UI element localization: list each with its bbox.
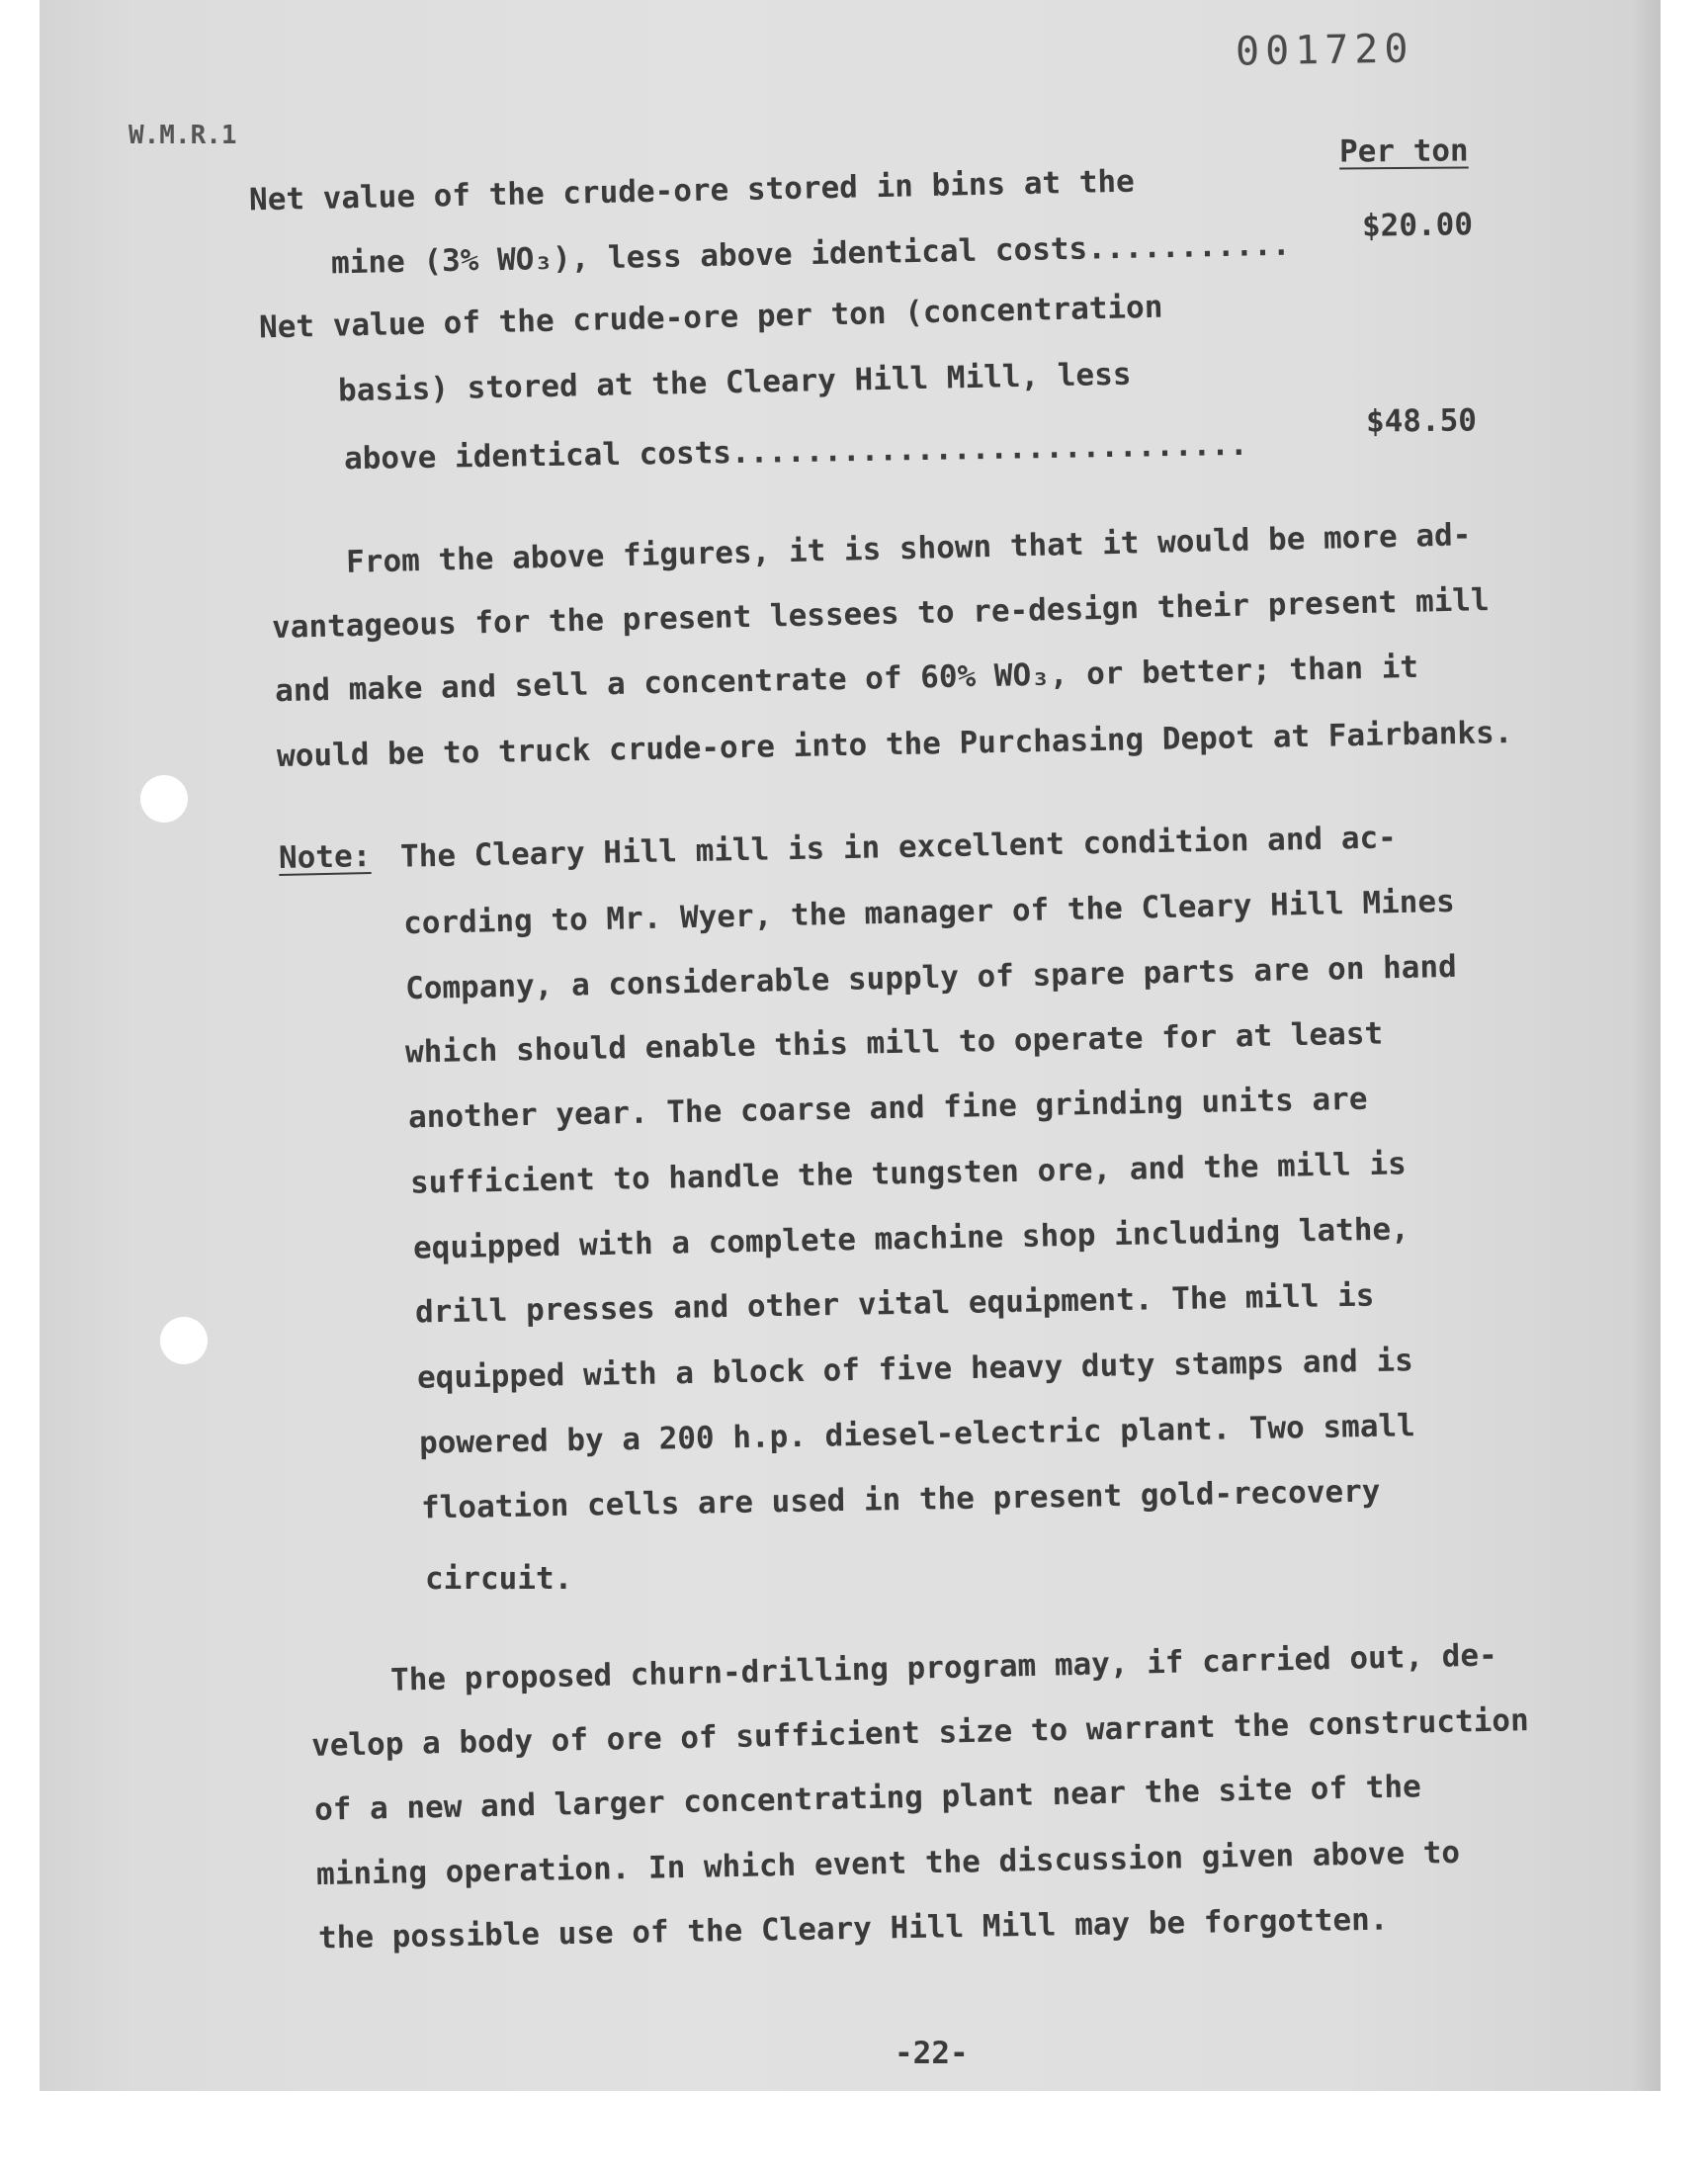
paragraph2-line3: of a new and larger concentrating plant near the site of the (313, 1769, 1422, 1828)
paragraph1-line2: vantageous for the present lessees to re-design their present mill (271, 582, 1491, 646)
note-line4: which should enable this mill to operate for at least (404, 1015, 1384, 1071)
note-line6: sufficient to handle the tungsten ore, and the mill is (409, 1146, 1408, 1201)
note-line1: The Cleary Hill mill is in excellent condition and ac- (399, 820, 1398, 875)
item2-value: $48.50 (1365, 402, 1478, 440)
document-number: 001720 (1235, 26, 1414, 75)
note-label: Note: (278, 838, 372, 876)
per-ton-header: Per ton (1338, 132, 1469, 170)
paper-edge-shadow (1631, 0, 1661, 2091)
paragraph2-line5: the possible use of the Cleary Hill Mill may be forgotten. (317, 1901, 1389, 1957)
paragraph1-line3: and make and sell a concentrate of 60% WO₃, or better; than it (274, 649, 1419, 710)
punch-hole-upper (140, 775, 188, 823)
note-line8: drill presses and other vital equipment. The mill is (414, 1277, 1375, 1331)
note-line3: Company, a considerable supply of spare parts are on hand (404, 948, 1458, 1007)
paragraph1-line4: would be to truck crude-ore into the Purchasing Depot at Fairbanks. (276, 715, 1513, 774)
item2-line3: above identical costs............................ (343, 426, 1248, 478)
note-line7: equipped with a complete machine shop including lathe, (412, 1211, 1410, 1266)
document-reference: W.M.R.1 (128, 121, 237, 150)
paragraph1-line1: From the above figures, it is shown that it would be more ad- (345, 517, 1472, 580)
note-line10: powered by a 200 h.p. diesel-electric plant. Two small (418, 1408, 1416, 1461)
note-line12: circuit. (425, 1561, 573, 1597)
paragraph2-line4: mining operation. In which event the discussion given above to (315, 1834, 1461, 1893)
item2-line2: basis) stored at the Cleary Hill Mill, less (337, 356, 1132, 409)
item1-line2: mine (3% WO₃), less above identical costs........... (330, 226, 1291, 282)
item1-value: $20.00 (1361, 207, 1474, 244)
item1-line1: Net value of the crude-ore stored in bins at the (248, 163, 1136, 218)
note-line2: cording to Mr. Wyer, the manager of the Cleary Hill Mines (402, 883, 1456, 942)
paragraph2-line2: velop a body of ore of sufficient size to warrant the construction (310, 1702, 1530, 1764)
page-number: -22- (895, 2036, 969, 2071)
punch-hole-lower (160, 1317, 208, 1364)
item2-line1: Net value of the crude-ore per ton (concentration (258, 289, 1163, 346)
note-line5: another year. The coarse and fine grinding units are (407, 1081, 1368, 1136)
paragraph2-line1: The proposed churn-drilling program may, if carried out, de- (389, 1637, 1498, 1698)
note-line9: equipped with a block of five heavy duty stamps and is (416, 1343, 1414, 1396)
note-line11: floation cells are used in the present gold-recovery (420, 1473, 1381, 1526)
